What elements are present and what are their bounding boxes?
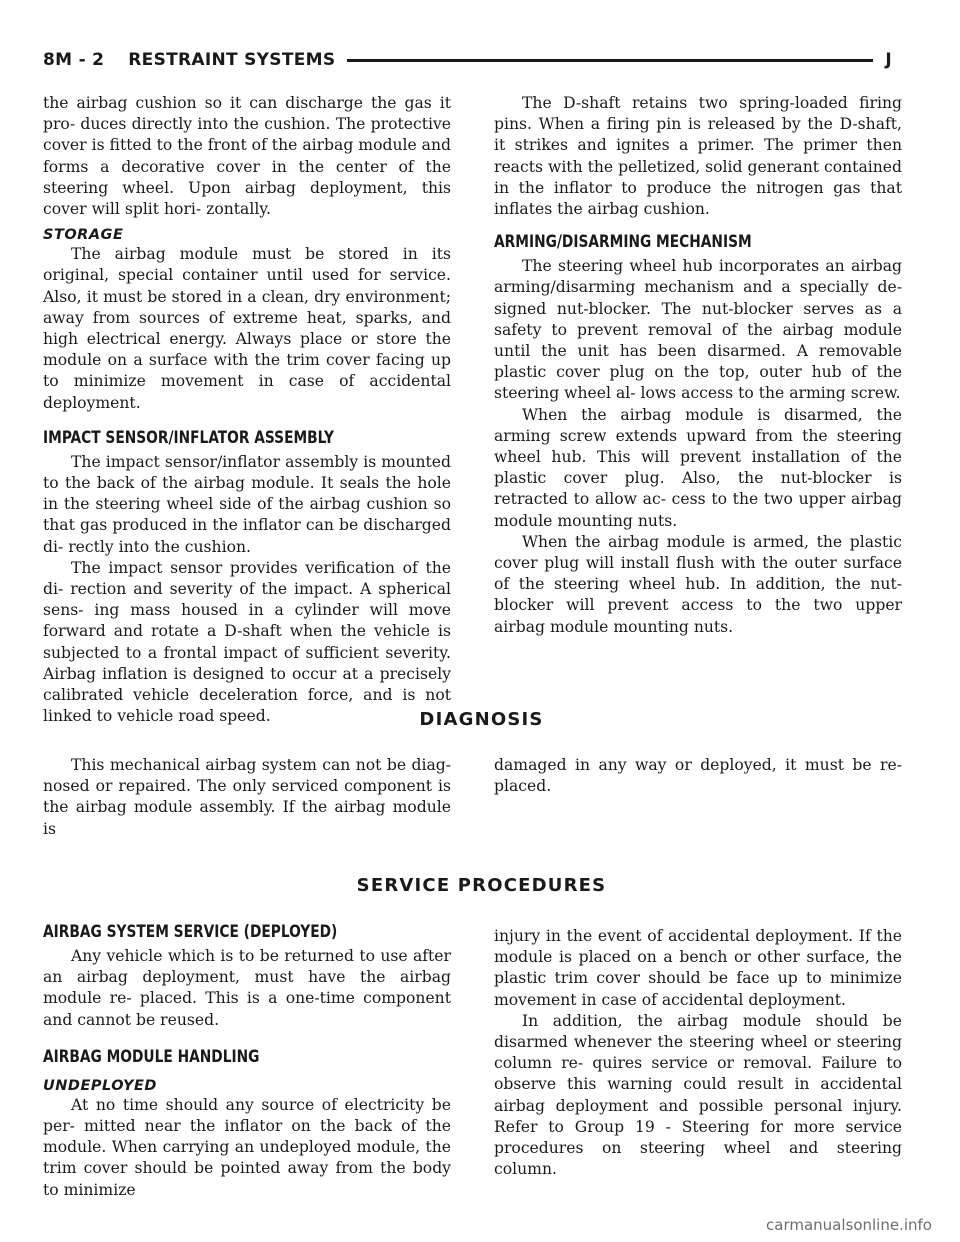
diagnosis-right-column [494, 755, 902, 797]
arming-paragraph-2: When the airbag module is disarmed, the arming screw extends upward from the steering wheel hub. This will prevent installation of the plastic cover plug. Also, the nut-blocker is retracted to allow ac- cess to the two upper airbag module mounting nuts. [494, 405, 902, 530]
service-procedures-title: SERVICE PROCEDURES [356, 875, 607, 896]
section-name: RESTRAINT SYSTEMS [128, 50, 336, 70]
top-left-column [43, 93, 451, 727]
page-header [43, 47, 920, 73]
arming-heading: ARMING/DISARMING MECHANISM [494, 232, 752, 253]
dshaft-paragraph: The D-shaft retains two spring-loaded firing pins. When a firing pin is released by the D-shaft, it strikes and ignites a primer. The primer then reacts with the pelletized, solid generant contained in the inflator to produce the nitrogen gas that inflates the airbag cushion. [494, 94, 902, 219]
service-right-column [494, 926, 902, 1180]
service-left-column [43, 922, 451, 1201]
header-letter: J [885, 50, 892, 70]
arming-paragraph-1: The steering wheel hub incorporates an airbag arming/disarming mechanism and a specially de- signed nut-blocker. The nut-blocker serves as a safety to prevent removal of the airbag module until the unit has been disarmed. A removable plastic cover plug on the top, outer hub of the steering wheel al- lows access to the arming screw. [494, 257, 902, 403]
handling-heading: AIRBAG MODULE HANDLING [43, 1046, 260, 1067]
service-paragraph-disarm: In addition, the airbag module should be disarmed whenever the steering wheel or steering column re- quires service or removal. Failure to observe this warning could result in accidental airbag deployment and possible personal injury. Refer to Group 19 - Steering for more service procedures on steering wheel and steering column. [494, 1011, 902, 1179]
storage-paragraph: The airbag module must be stored in its original, special container until used for service. Also, it must be stored in a clean, dry environment; away from sources of extreme heat, sparks, and high electrical energy. Always place or store the module on a surface with the trim cover facing up to minimize movement in case of accidental deployment. [43, 245, 451, 412]
diagnosis-title: DIAGNOSIS [419, 709, 544, 730]
diagnosis-left-column [43, 755, 451, 840]
intro-paragraph: the airbag cushion so it can discharge the gas it pro- duces directly into the cushion. The protective cover is fitted to the front of the airbag module and forms a decorative cover in the center of the steering wheel. Upon airbag deployment, this cover will split hori- zontally. [43, 94, 451, 219]
service-paragraph-continued: injury in the event of accidental deployment. If the module is placed on a bench or other surface, the plastic trim cover should be face up to minimize movement in case of accidental deployment. [494, 927, 902, 1009]
deployed-paragraph: Any vehicle which is to be returned to use after an airbag deployment, must have the airbag module re- placed. This is a one-time component and cannot be reused. [43, 947, 451, 1029]
undeployed-heading: UNDEPLOYED [43, 1077, 157, 1094]
impact-paragraph-2: The impact sensor provides verification of the di- rection and severity of the impact. A spherical sens- ing mass housed in a cylinder will move forward and rotate a D-shaft when the vehicle is subjected to a frontal impact of sufficient severity. Airbag inflation is designed to occur at a precisely calibrated vehicle deceleration force, and is not linked to vehicle road speed. [43, 558, 451, 726]
diagnosis-paragraph-start: This mechanical airbag system can not be diag- nosed or repaired. The only serviced component is the airbag module assembly. If the airbag module is [43, 756, 451, 838]
impact-paragraph-1: The impact sensor/inflator assembly is mounted to the back of the airbag module. It seals the hole in the steering wheel side of the airbag cushion so that gas produced in the inflator can be discharged di- rectly into the cushion. [43, 452, 451, 556]
storage-heading: STORAGE [43, 227, 124, 244]
header-rule [347, 59, 873, 62]
page-number: 8M - 2 [43, 50, 105, 70]
watermark-text: carmanualsonline.info [766, 1216, 932, 1234]
top-right-column [494, 93, 902, 638]
diagnosis-paragraph-end: damaged in any way or deployed, it must be re- placed. [494, 756, 902, 796]
impact-sensor-heading: IMPACT SENSOR/INFLATOR ASSEMBLY [43, 427, 335, 448]
arming-paragraph-3: When the airbag module is armed, the plastic cover plug will install flush with the outer surface of the steering wheel hub. In addition, the nut-blocker will prevent access to the two upper airbag module mounting nuts. [494, 532, 902, 636]
undeployed-paragraph: At no time should any source of electricity be per- mitted near the inflator on the back of the module. When carrying an undeployed module, the trim cover should be pointed away from the body to minimize [43, 1095, 451, 1199]
deployed-heading: AIRBAG SYSTEM SERVICE (DEPLOYED) [43, 922, 338, 942]
